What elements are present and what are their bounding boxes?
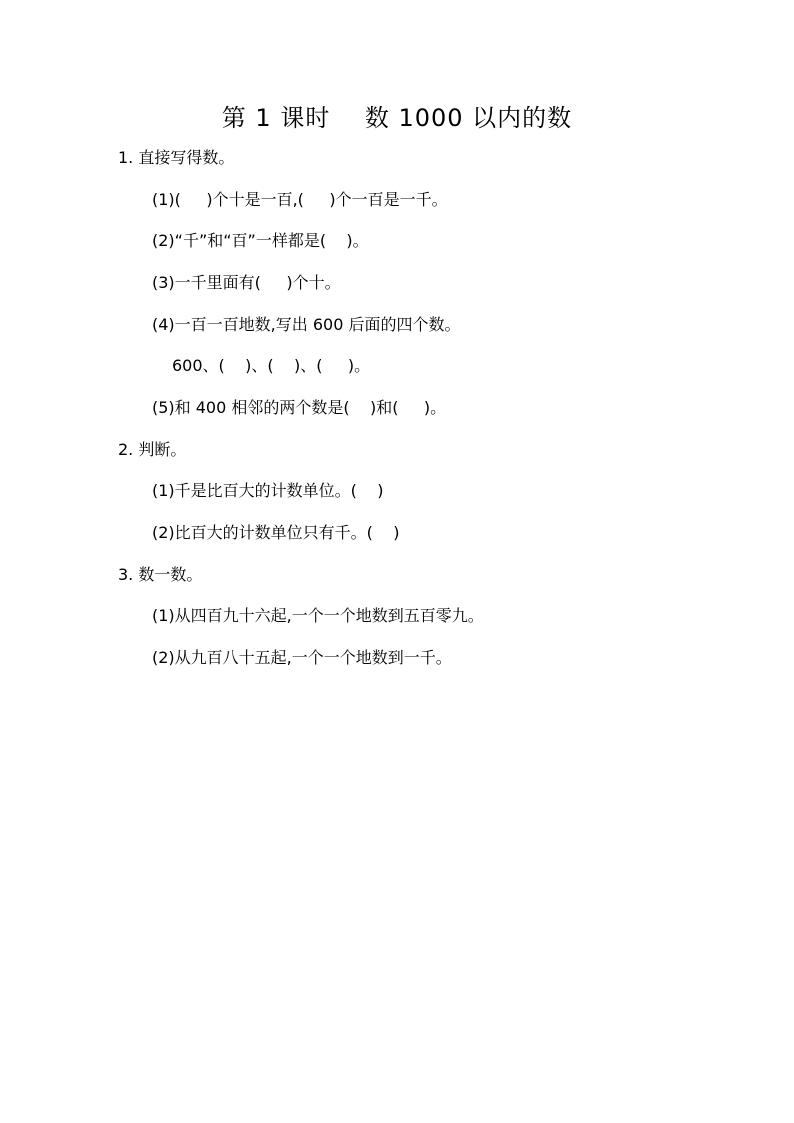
question-1-item-4-answers: 600、( )、( )、( )。 — [172, 356, 371, 375]
question-1-item-2: (2)“千”和“百”一样都是( )。 — [152, 231, 369, 250]
lesson-title: 第 1 课时 数 1000 以内的数 — [221, 104, 573, 132]
question-2-heading: 2. 判断。 — [118, 440, 187, 459]
question-1-item-4: (4)一百一百地数,写出 600 后面的四个数。 — [152, 315, 461, 334]
question-3-item-1: (1)从四百九十六起,一个一个地数到五百零九。 — [152, 606, 484, 625]
question-3-heading: 3. 数一数。 — [118, 565, 203, 584]
question-1-item-1: (1)( )个十是一百,( )个一百是一千。 — [152, 190, 448, 209]
question-1-item-3: (3)一千里面有( )个十。 — [152, 273, 341, 292]
question-1-item-5: (5)和 400 相邻的两个数是( )和( )。 — [152, 398, 447, 417]
question-2-item-1: (1)千是比百大的计数单位。( ) — [152, 481, 384, 500]
question-2-item-2: (2)比百大的计数单位只有千。( ) — [152, 523, 400, 542]
question-1-heading: 1. 直接写得数。 — [118, 148, 235, 167]
question-3-item-2: (2)从九百八十五起,一个一个地数到一千。 — [152, 648, 452, 667]
